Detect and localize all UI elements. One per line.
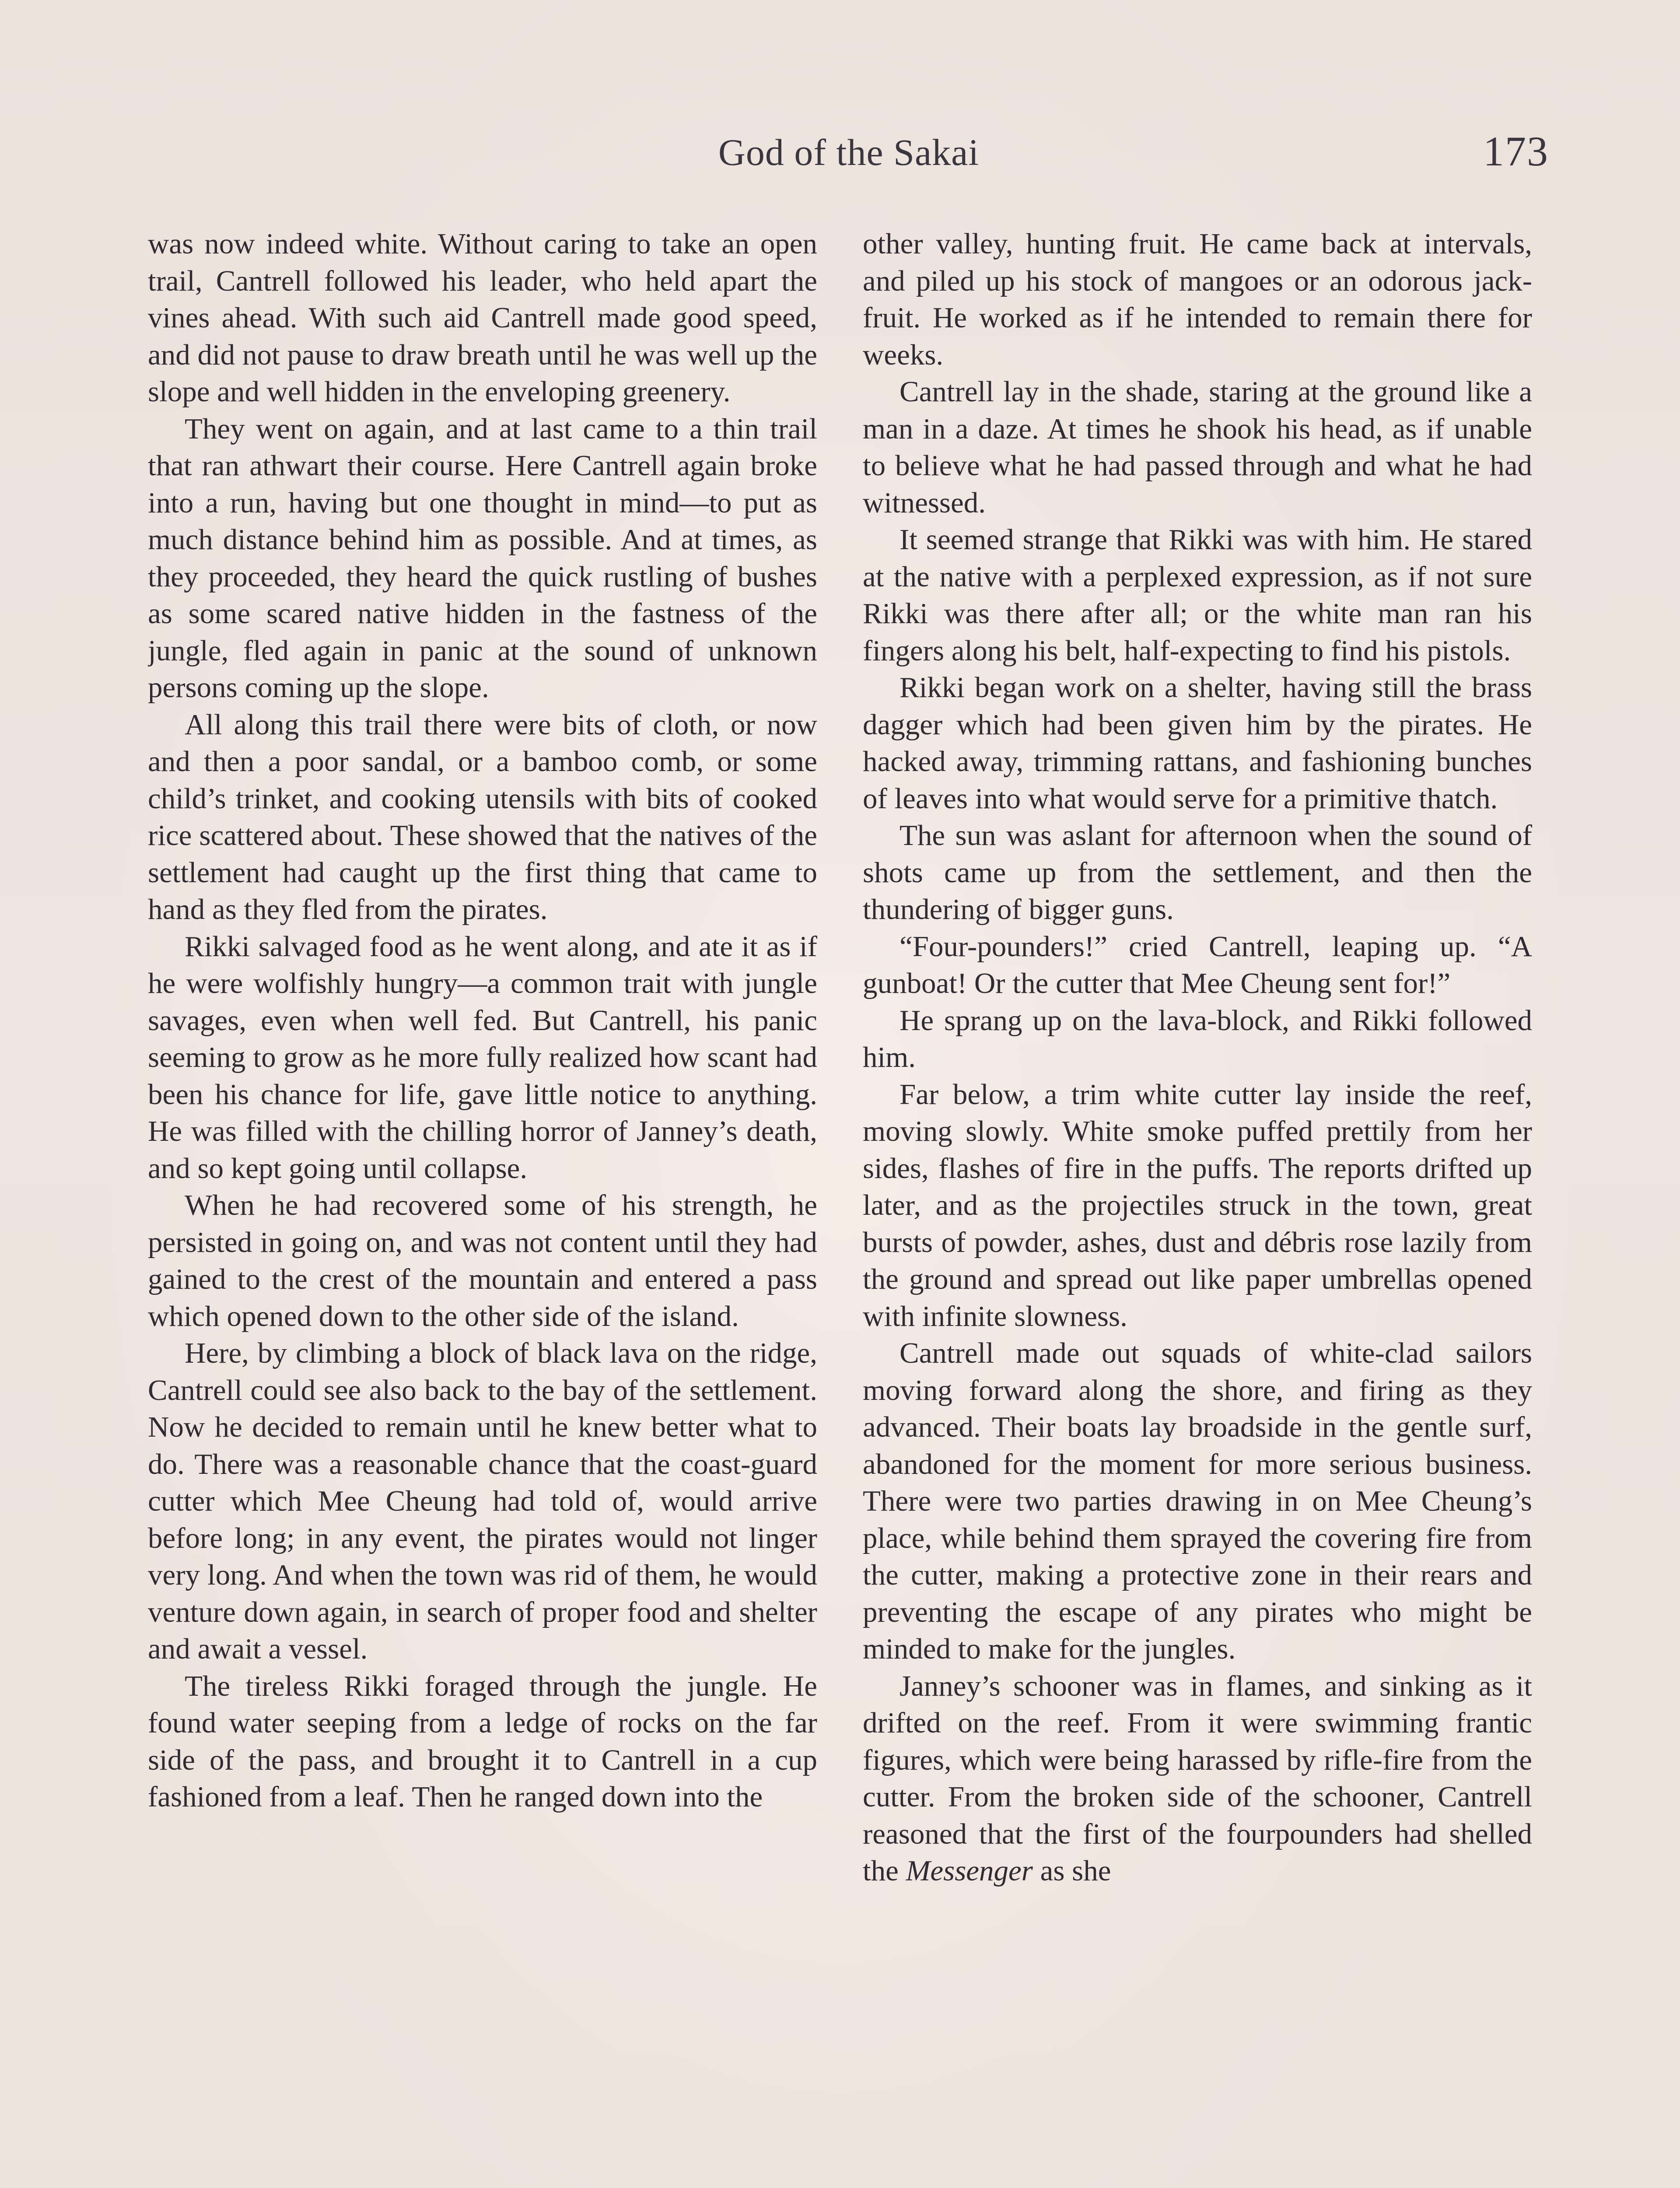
paragraph: Here, by climbing a block of black lava on the ridge, Cantrell could see also back to the bay of the settlement. Now he decided to remain until he knew better what to do. There was a reasonable chance that the coast-guard cutter which Mee Cheung had told of, would arrive before long; in any event, the pirates would not linger very long. And when the town was rid of them, he would venture down again, in search of proper food and shelter and await a vessel.: [148, 1337, 817, 1665]
paragraph: All along this trail there were bits of cloth, or now and then a poor sandal, or a bamboo comb, or some child’s trinket, and cooking utensils with bits of cooked rice scattered about. These showed that the natives of the settlement had caught up the first thing that came to hand as they fled from the pirates.: [148, 708, 817, 926]
paragraph: They went on again, and at last came to a thin trail that ran athwart their course. Here Cantrell again broke into a run, having but one thought in mind—to put as much distance behind him as possible. And at times, as they proceeded, they heard the quick rustling of bushes as some scared native hidden in the fastness of the jungle, fled again in panic at the sound of unknown persons coming up the slope.: [148, 412, 817, 704]
paragraph: The sun was aslant for afternoon when the sound of shots came up from the settlement, and then the thundering of bigger guns.: [863, 819, 1532, 926]
page-header: [149, 127, 1549, 184]
paragraph: other valley, hunting fruit. He came back at intervals, and piled up his stock of mangoes or an odorous jack-fruit. He worked as if he intended to remain there for weeks.: [863, 228, 1532, 371]
running-title: God of the Sakai: [718, 131, 980, 173]
ship-name: Messenger: [906, 1855, 1033, 1887]
paragraph: Far below, a trim white cutter lay inside the reef, moving slowly. White smoke puffed prettily from her sides, flashes of fire in the puffs. The reports drifted up later, and as the projectiles struck in the town, great bursts of powder, ashes, dust and débris rose lazily from the ground and spread out like paper umbrellas opened with infinite slowness.: [863, 1078, 1532, 1332]
left-text-column: [148, 225, 817, 2188]
paragraph: Rikki began work on a shelter, having still the brass dagger which had been given him by the pirates. He hacked away, trimming rattans, and fashioning bunches of leaves into what would serve for a primitive thatch.: [863, 671, 1532, 815]
paragraph: The tireless Rikki foraged through the jungle. He found water seeping from a ledge of rocks on the far side of the pass, and brought it to Cantrell in a cup fashioned from a leaf. Then he ranged down into the: [148, 1669, 817, 1813]
paragraph: He sprang up on the lava-block, and Rikki followed him.: [863, 1004, 1532, 1073]
paragraph: It seemed strange that Rikki was with him. He stared at the native with a perplexed expression, as if not sure Rikki was there after all; or the white man ran his fingers along his belt, half-expecting to find his pistols.: [863, 523, 1532, 667]
paragraph: Rikki salvaged food as he went along, and ate it as if he were wolfishly hungry—a common trait with jungle savages, even when well fed. But Cantrell, his panic seeming to grow as he more fully realized how scant had been his chance for life, gave little notice to anything. He was filled with the chilling horror of Janney’s death, and so kept going until collapse.: [148, 930, 817, 1185]
paragraph-final: [863, 1668, 1532, 1890]
paragraph: When he had recovered some of his strength, he persisted in going on, and was not content until they had gained to the crest of the mountain and entered a pass which opened down to the other side of the island.: [148, 1189, 817, 1332]
paragraph: “Four-pounders!” cried Cantrell, leaping up. “A gunboat! Or the cutter that Mee Cheung sent for!”: [863, 930, 1532, 999]
right-text-column: [863, 225, 1532, 2188]
paragraph-tail: as she: [1032, 1855, 1111, 1887]
paragraph-text: Janney’s schooner was in flames, and sinking as it drifted on the reef. From it were swimming frantic figures, which were being harassed by rifle-fire from the cutter. From the broken side of the schooner, Cantrell reasoned that the first of the fourpounders had shelled the: [863, 1669, 1532, 1887]
page-number: 173: [1483, 128, 1549, 175]
paragraph: Cantrell lay in the shade, staring at the ground like a man in a daze. At times he shook his head, as if unable to believe what he had passed through and what he had witnessed.: [863, 375, 1532, 519]
paragraph: Cantrell made out squads of white-clad sailors moving forward along the shore, and firing as they advanced. Their boats lay broadside in the gentle surf, abandoned for the moment for more serious business. There were two parties drawing in on Mee Cheung’s place, while behind them sprayed the covering fire from the cutter, making a protective zone in their rears and preventing the escape of any pirates who might be minded to make for the jungles.: [863, 1337, 1532, 1665]
paragraph: was now indeed white. Without caring to take an open trail, Cantrell followed his leader, who held apart the vines ahead. With such aid Cantrell made good speed, and did not pause to draw breath until he was well up the slope and well hidden in the enveloping greenery.: [148, 228, 817, 408]
